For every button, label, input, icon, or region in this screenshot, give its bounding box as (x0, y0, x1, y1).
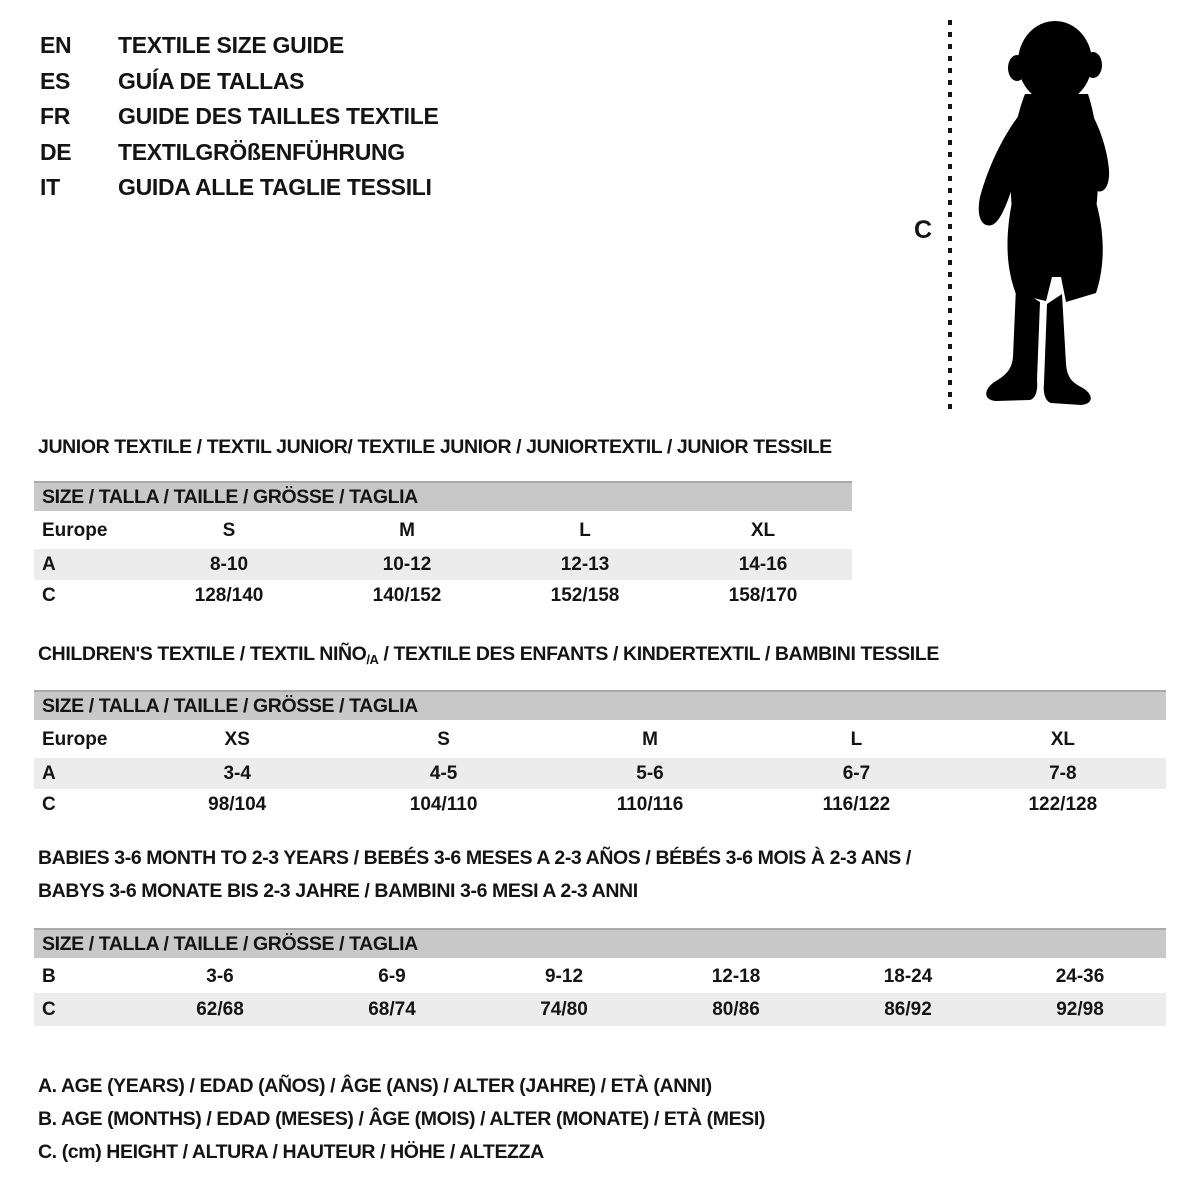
language-row-es (40, 64, 439, 100)
toddler-body-shape (979, 21, 1109, 405)
language-row-fr (40, 99, 439, 135)
legend-line-age-months: B. AGE (MONTHS) / EDAD (MESES) / ÂGE (MOIS) / ALTER (MONATE) / ETÀ (MESI) (38, 1108, 765, 1130)
table-cell: 18-24 (883, 965, 933, 987)
column-header-size: XS (224, 729, 250, 750)
table-cell: 74/80 (540, 998, 588, 1020)
children-title-pre: CHILDREN'S TEXTILE / TEXTIL NIÑO (38, 643, 367, 665)
language-title: TEXTILE SIZE GUIDE (118, 32, 344, 58)
table-cell: 62/68 (196, 998, 244, 1020)
table-cell: 12-13 (560, 553, 610, 575)
table-cell: 98/104 (208, 793, 267, 815)
column-header-region: Europe (42, 729, 108, 750)
column-header-size: XL (1050, 729, 1075, 750)
toddler-silhouette (900, 12, 1145, 422)
column-header-region: Europe (42, 520, 108, 541)
table-cell: 116/122 (822, 793, 891, 815)
column-header-size: L (579, 520, 591, 541)
row-label: C (42, 793, 56, 815)
language-title: GUIDA ALLE TAGLIE TESSILI (118, 174, 432, 200)
children-size-table (34, 690, 1166, 820)
height-measure-label: C (914, 216, 933, 244)
junior-size-table (34, 481, 852, 611)
babies-size-table (34, 928, 1166, 1026)
size-header-bar: SIZE / TALLA / TAILLE / GRÖSSE / TAGLIA (34, 481, 852, 511)
babies-row-months (34, 960, 1166, 993)
row-label: B (42, 965, 56, 987)
column-header-size: M (642, 729, 658, 750)
legend-line-height-cm: C. (cm) HEIGHT / ALTURA / HAUTEUR / HÖHE / ALTEZZA (38, 1141, 544, 1163)
language-code: DE (40, 138, 72, 165)
table-cell: 86/92 (884, 998, 932, 1020)
table-cell: 80/86 (712, 998, 760, 1020)
size-header-bar: SIZE / TALLA / TAILLE / GRÖSSE / TAGLIA (34, 690, 1166, 720)
table-cell: 8-10 (209, 553, 249, 575)
table-cell: 128/140 (194, 584, 264, 606)
legend-line-age-years: A. AGE (YEARS) / EDAD (AÑOS) / ÂGE (ANS) / ALTER (JAHRE) / ETÀ (ANNI) (38, 1075, 712, 1097)
babies-row-height (34, 993, 1166, 1026)
language-title: TEXTILGRÖßENFÜHRUNG (118, 138, 405, 165)
table-cell: 3-4 (223, 762, 251, 784)
babies-section-title (38, 842, 911, 908)
children-title-post: / TEXTILE DES ENFANTS / KINDERTEXTIL / BAMBINI TESSILE (378, 643, 939, 665)
language-row-it (40, 170, 439, 206)
language-title-list (40, 28, 439, 206)
junior-row-age (34, 549, 852, 580)
language-code: FR (40, 103, 71, 129)
language-code: EN (40, 32, 72, 58)
table-cell: 6-7 (842, 762, 871, 784)
table-cell: 14-16 (738, 553, 788, 575)
junior-row-height (34, 580, 852, 611)
table-cell: 24-36 (1055, 965, 1105, 987)
row-label: A (42, 762, 56, 784)
table-cell: 3-6 (206, 965, 234, 987)
children-columns-row (34, 722, 1166, 758)
table-cell: 9-12 (544, 965, 584, 987)
table-cell: 4-5 (429, 762, 458, 784)
table-cell: 92/98 (1056, 998, 1104, 1020)
children-row-age (34, 758, 1166, 789)
table-cell: 5-6 (636, 762, 664, 784)
table-cell: 7-8 (1049, 762, 1077, 784)
table-cell: 10-12 (382, 553, 432, 575)
language-row-en (40, 28, 439, 64)
children-title-subscript: /A (366, 652, 379, 667)
children-section-title (38, 643, 939, 667)
table-cell: 110/116 (616, 793, 684, 815)
language-code: IT (40, 174, 60, 200)
column-header-size: L (850, 729, 863, 750)
table-cell: 140/152 (372, 584, 442, 606)
babies-title-line2: BABYS 3-6 MONATE BIS 2-3 JAHRE / BAMBINI 3-6 MESI A 2-3 ANNI (38, 880, 638, 902)
column-header-size: M (399, 520, 415, 541)
junior-section-title: JUNIOR TEXTILE / TEXTIL JUNIOR/ TEXTILE JUNIOR / JUNIORTEXTIL / JUNIOR TESSILE (38, 436, 832, 458)
column-header-size: S (222, 520, 236, 541)
column-header-size: XL (750, 520, 776, 541)
size-header-bar: SIZE / TALLA / TAILLE / GRÖSSE / TAGLIA (34, 928, 1166, 958)
table-cell: 6-9 (378, 965, 406, 987)
table-cell: 122/128 (1028, 793, 1098, 815)
table-cell: 158/170 (728, 584, 798, 606)
row-label: A (42, 553, 56, 575)
junior-columns-row (34, 513, 852, 549)
table-cell: 104/110 (409, 793, 478, 815)
language-title: GUÍA DE TALLAS (118, 67, 305, 94)
language-title: GUIDE DES TAILLES TEXTILE (118, 103, 439, 129)
row-label: C (42, 998, 56, 1020)
row-label: C (42, 584, 56, 606)
children-row-height (34, 789, 1166, 820)
language-row-de (40, 135, 439, 171)
measurement-legend (38, 1070, 765, 1169)
table-cell: 12-18 (711, 965, 761, 987)
table-cell: 152/158 (550, 584, 620, 606)
table-cell: 68/74 (368, 998, 416, 1020)
language-code: ES (40, 67, 71, 94)
column-header-size: S (437, 729, 450, 750)
babies-title-line1: BABIES 3-6 MONTH TO 2-3 YEARS / BEBÉS 3-6 MESES A 2-3 AÑOS / BÉBÉS 3-6 MOIS À 2-3 ANS / (38, 847, 911, 869)
